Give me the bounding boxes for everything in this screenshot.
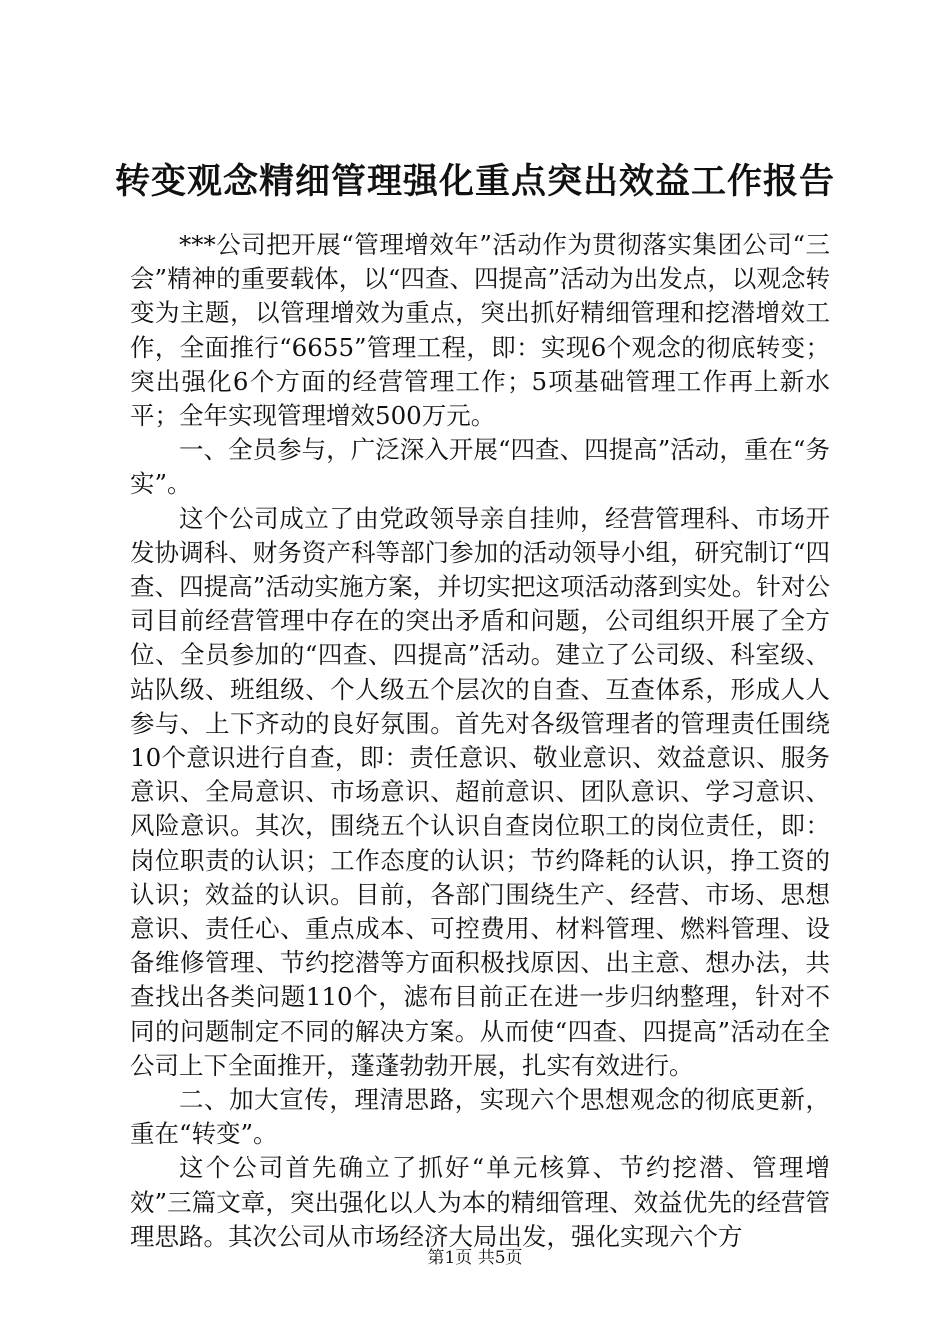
paragraph-intro: ***公司把开展“管理增效年”活动作为贯彻落实集团公司“三会”精神的重要载体，以“四查、四提高”活动为出发点，以观念转变为主题，以管理增效为重点，突出抓好精细管理和挖潜增效工作，全面推行“6655”管理工程，即：实现6个观念的彻底转变；突出强化6个方面的经营管理工作；5项基础管理工作再上新水平；全年实现管理增效500万元。 bbox=[130, 230, 830, 431]
paragraph-section-1: 这个公司成立了由党政领导亲自挂帅，经营管理科、市场开发协调科、财务资产科等部门参加的活动领导小组，研究制订“四查、四提高”活动实施方案，并切实把这项活动落到实处。针对公司目前经营管理中存在的突出矛盾和问题，公司组织开展了全方位、全员参加的“四查、四提高”活动。建立了公司级、科室级、站队级、班组级、个人级五个层次的自查、互查体系，形成人人参与、上下齐动的良好氛围。首先对各级管理者的管理责任围绕10个意识进行自查，即：责任意识、敬业意识、效益意识、服务意识、全局意识、市场意识、超前意识、团队意识、学习意识、风险意识。其次，围绕五个认识自查岗位职工的岗位责任，即：岗位职责的认识；工作态度的认识；节约降耗的认识，挣工资的认识；效益的认识。目前，各部门围绕生产、经营、市场、思想意识、责任心、重点成本、可控费用、材料管理、燃料管理、设备维修管理、节约挖潜等方面积极找原因、出主意、想办法，共查找出各类问题110个，滤布目前正在进一步归纳整理，针对不同的问题制定不同的解决方案。从而使“四查、四提高”活动在全公司上下全面推开，蓬蓬勃勃开展，扎实有效进行。 bbox=[130, 503, 830, 1080]
paragraph-section-2: 这个公司首先确立了抓好“单元核算、节约挖潜、管理增效”三篇文章，突出强化以人为本的精细管理、效益优先的经营管理思路。其次公司从市场经济大局出发，强化实现六个方 bbox=[130, 1153, 830, 1251]
page-number-footer: 第1页 共5页 bbox=[427, 1248, 523, 1268]
section-heading-2: 二、加大宣传，理清思路，实现六个思想观念的彻底更新，重在“转变”。 bbox=[130, 1085, 830, 1149]
document-body bbox=[130, 228, 830, 1254]
section-heading-1: 一、全员参与，广泛深入开展“四查、四提高”活动，重在“务实”。 bbox=[130, 435, 830, 499]
document-title: 转变观念精细管理强化重点突出效益工作报告 bbox=[114, 161, 835, 202]
